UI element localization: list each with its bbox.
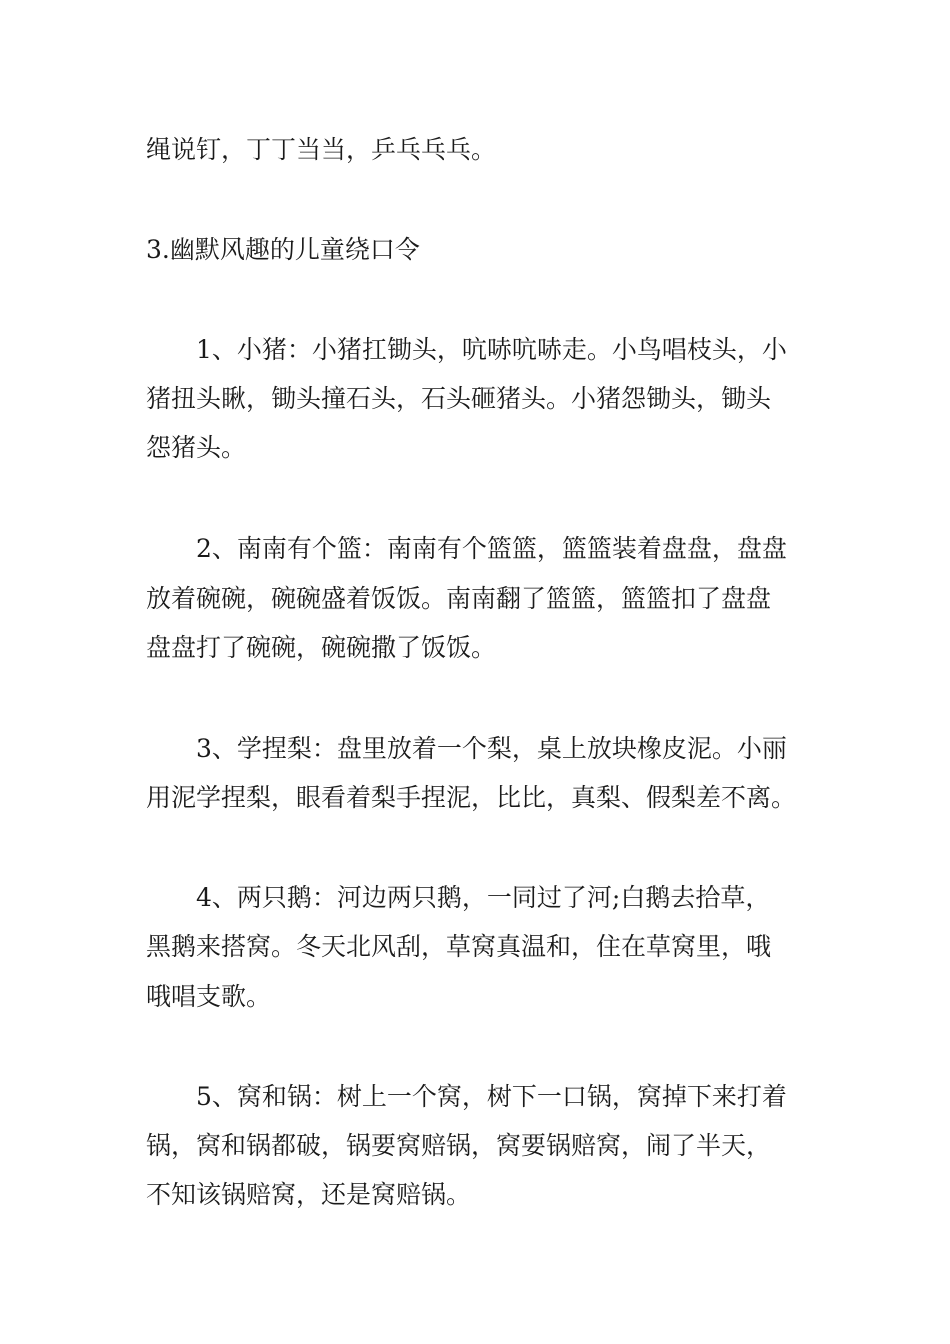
paragraph-line: 5、窝和锅：树上一个窝，树下一口锅，窝掉下来打着 <box>196 1082 787 1111</box>
paragraph-line: 哦唱支歌。 <box>146 982 272 1011</box>
paragraph-line: 放着碗碗，碗碗盛着饭饭。南南翻了篮篮，篮篮扣了盘盘 <box>146 584 772 613</box>
paragraph-line: 盘盘打了碗碗，碗碗撒了饭饭。 <box>146 633 497 662</box>
paragraph-line: 黑鹅来搭窝。冬天北风刮，草窝真温和，住在草窝里，哦 <box>146 932 772 961</box>
continuation-line: 绳说钉，丁丁当当，乒乓乓乓。 <box>146 135 497 164</box>
paragraph-line: 4、两只鹅：河边两只鹅，一同过了河;白鹅去拾草， <box>196 883 771 912</box>
paragraph-line: 锅，窝和锅都破，锅要窝赔锅，窝要锅赔窝，闹了半天， <box>146 1131 772 1160</box>
paragraph-line: 1、小猪：小猪扛锄头，吭哧吭哧走。小鸟唱枝头，小 <box>196 335 787 364</box>
paragraph-line: 不知该锅赔窝，还是窝赔锅。 <box>146 1180 472 1209</box>
section-heading: 3.幽默风趣的儿童绕口令 <box>146 235 420 264</box>
paragraph-line: 猪扭头瞅，锄头撞石头，石头砸猪头。小猪怨锄头，锄头 <box>146 384 772 413</box>
paragraph-line: 2、南南有个篮：南南有个篮篮，篮篮装着盘盘，盘盘 <box>196 534 787 563</box>
paragraph-line: 3、学捏梨：盘里放着一个梨，桌上放块橡皮泥。小丽 <box>196 734 787 763</box>
paragraph-line: 用泥学捏梨，眼看着梨手捏泥，比比，真梨、假梨差不离。 <box>146 783 797 812</box>
paragraph-line: 怨猪头。 <box>146 433 247 462</box>
